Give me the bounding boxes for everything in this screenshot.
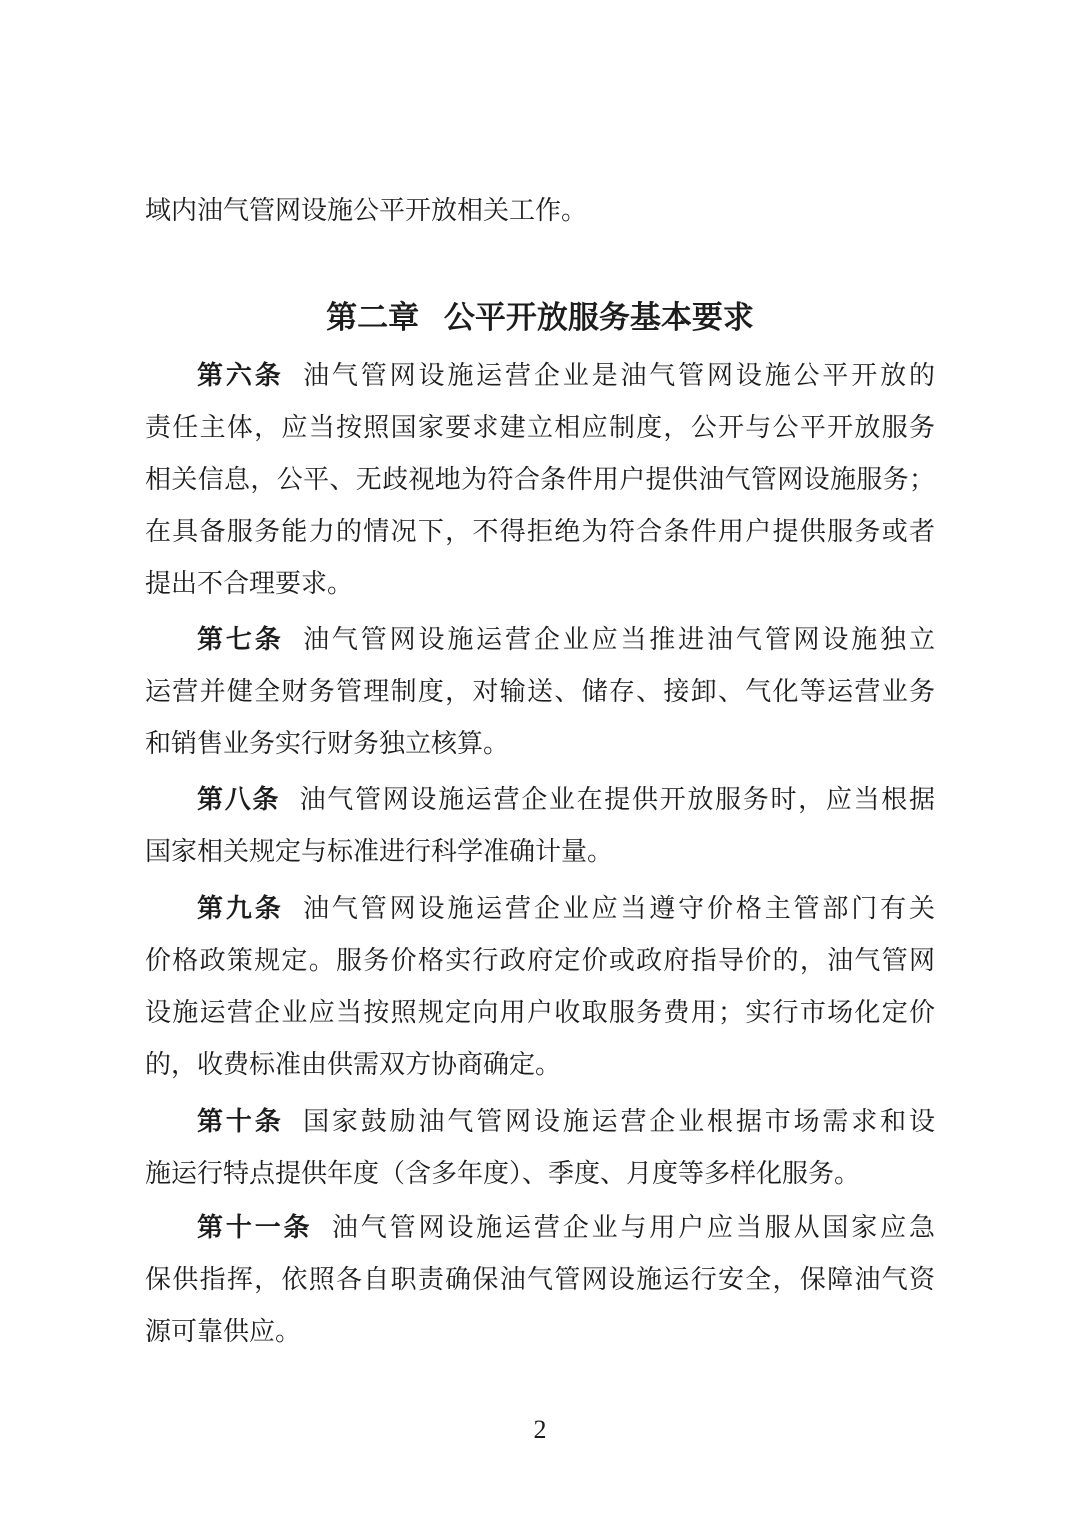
text-line [145, 773, 935, 826]
article-label: 第六条 [197, 360, 284, 390]
text-line: 价格政策规定。服务价格实行政府定价或政府指导价的，油气管网 [145, 946, 935, 975]
article-text: 油气管网设施运营企业与用户应当服从国家应急 [331, 1213, 935, 1242]
text-line [145, 1095, 935, 1148]
text-line: 保供指挥，依照各自职责确保油气管网设施运行安全，保障油气资 [145, 1265, 935, 1294]
text-line: 源可靠供应。 [145, 1317, 302, 1346]
text-line: 的，收费标准由供需双方协商确定。 [145, 1050, 562, 1079]
article-text: 油气管网设施运营企业应当遵守价格主管部门有关 [303, 894, 935, 923]
text-line: 国家相关规定与标准进行科学准确计量。 [145, 837, 614, 866]
text-line: 在具备服务能力的情况下，不得拒绝为符合条件用户提供服务或者 [145, 517, 935, 546]
paragraph-article-6 [145, 349, 935, 610]
paragraph-article-10 [145, 1095, 935, 1200]
text-line: 运营并健全财务管理制度，对输送、储存、接卸、气化等运营业务 [145, 677, 935, 706]
paragraph-article-9 [145, 882, 935, 1091]
article-text: 国家鼓励油气管网设施运营企业根据市场需求和设 [303, 1107, 935, 1136]
article-label: 第七条 [197, 624, 284, 654]
text-line [145, 613, 935, 666]
text-line [145, 349, 935, 402]
chapter-title: 公平开放服务基本要求 [443, 300, 754, 335]
text-line: 施运行特点提供年度（含多年度）、季度、月度等多样化服务。 [145, 1159, 861, 1188]
paragraph-article-7 [145, 613, 935, 770]
text-line: 相关信息，公平、无歧视地为符合条件用户提供油气管网设施服务； [145, 465, 935, 494]
paragraph-article-11 [145, 1201, 935, 1358]
text-line [145, 882, 935, 935]
text-line: 提出不合理要求。 [145, 569, 354, 598]
chapter-heading [145, 296, 935, 340]
text-line: 和销售业务实行财务独立核算。 [145, 729, 510, 758]
text-line: 设施运营企业应当按照规定向用户收取服务费用；实行市场化定价 [145, 998, 935, 1027]
article-label: 第九条 [197, 893, 284, 923]
text-line: 责任主体，应当按照国家要求建立相应制度，公开与公平开放服务 [145, 413, 935, 442]
article-label: 第十条 [197, 1106, 284, 1136]
paragraph-continuation [145, 185, 935, 237]
text-line: 域内油气管网设施公平开放相关工作。 [145, 196, 588, 225]
chapter-number: 第二章 [326, 300, 420, 335]
page-number: 2 [533, 1415, 547, 1444]
paragraph-article-8 [145, 773, 935, 878]
article-text: 油气管网设施运营企业在提供开放服务时，应当根据 [299, 785, 935, 814]
article-label: 第十一条 [197, 1212, 313, 1242]
article-text: 油气管网设施运营企业是油气管网设施公平开放的 [303, 361, 935, 390]
article-text: 油气管网设施运营企业应当推进油气管网设施独立 [303, 625, 935, 654]
text-line [145, 1201, 935, 1254]
article-label: 第八条 [197, 784, 281, 814]
